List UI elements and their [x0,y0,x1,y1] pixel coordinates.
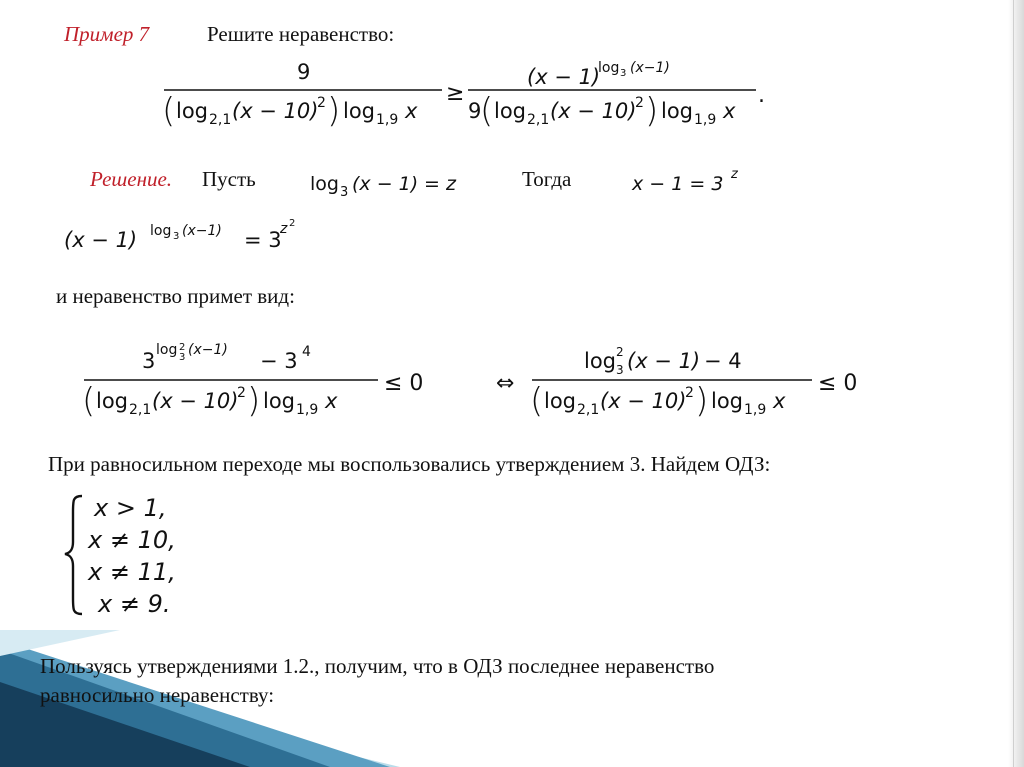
rhs-coef: 9 [468,99,482,123]
rhs-exp-arg: (x−1) [630,60,670,76]
rhs-exp-base: 3 [620,68,627,79]
paren-close-9: ) [695,381,709,421]
num2-minus: − 4 [704,349,742,373]
x-var: x [405,99,418,123]
expr-9: (x − 10) [600,389,687,413]
exp-log-6: log [150,223,172,239]
odz-line-1: x > 1, [94,494,167,522]
lhs-numerator: 9 [297,60,311,84]
example-label: Пример 7 [64,22,150,46]
paren-close: ) [327,91,341,131]
num2-log: log [584,349,617,373]
slide-right-edge-line [1013,0,1014,767]
num-base: 3 [142,349,156,373]
square-7: 2 [237,385,246,401]
eq2-lhs: x − 1 = 3 [632,173,724,195]
solution-label: Решение. [90,167,173,191]
eq3-exp-sup: 2 [289,218,296,229]
paren-open-7: ( [82,381,96,421]
paren-close-2: ) [645,91,659,131]
square-2: 2 [635,95,644,111]
paren-open-9: ( [530,381,544,421]
eq3-exp: z [280,221,288,237]
odz-system [64,490,204,620]
rhs-base: (x − 1) [527,65,601,89]
expr-2: (x − 10) [550,99,637,123]
log-word-2: log [343,99,376,123]
num2-base: 3 [616,363,624,377]
transformed-ineq-1 [82,338,442,428]
log-word: log [176,99,209,123]
problem-inequality [150,60,790,140]
log-base-10: 1,9 [744,402,767,418]
log-base-2: 1,9 [376,112,399,128]
task-text: Решите неравенство: [207,22,395,46]
num-pow: 4 [302,344,311,360]
let-text: Пусть [202,167,256,191]
trailing-dot: . [758,83,765,108]
square: 2 [317,95,326,111]
x-var-2: x [723,99,736,123]
log-base-4: 1,9 [694,112,717,128]
rhs-exp-log: log [598,60,620,76]
substitution-eq [310,166,510,202]
num-exp-sq: 2 [179,342,186,353]
leq-zero-2: ≤ 0 [818,371,858,396]
num-exp-arg: (x−1) [188,342,228,358]
then-text: Тогда [522,167,572,191]
base-6: (x − 1) [64,228,138,252]
transition-text: При равносильном переходе мы воспользовались утверждением 3. Найдем ОДЗ: [48,452,771,476]
equiv-sign: ⇔ [496,371,515,396]
eq3-rhs: = 3 [244,228,282,252]
log-word-9: log [544,389,577,413]
log-base-3: 2,1 [527,112,550,128]
ineq-form-text: и неравенство примет вид: [56,284,295,308]
transformed-ineq-2 [496,338,876,428]
paren-open: ( [162,91,176,131]
odz-line-2: x ≠ 10, [88,526,176,554]
eq2-exp: z [731,167,738,182]
eq1-rhs: = z [424,173,456,195]
leq-zero-1: ≤ 0 [384,371,424,396]
log-word-4: log [661,99,694,123]
x-var-8: x [325,389,338,413]
log-word-5: log [310,173,339,195]
slide-right-edge [1008,0,1024,767]
power-eq [64,217,344,257]
odz-brace [65,496,82,614]
log-word-8: log [263,389,296,413]
expr: (x − 10) [232,99,319,123]
log-base-5: 3 [340,185,349,200]
odz-line-3: x ≠ 11, [88,558,176,586]
arg-5: (x − 1) [352,173,419,195]
num-minus: − 3 [260,349,298,373]
log-base-9: 2,1 [577,402,600,418]
paren-close-7: ) [247,381,261,421]
paren-open-2: ( [480,91,494,131]
log-base: 2,1 [209,112,232,128]
geq-sign: ≥ [446,81,465,106]
num2-sq: 2 [616,345,624,359]
exp-base-6: 3 [173,231,180,242]
log-word-7: log [96,389,129,413]
log-word-3: log [494,99,527,123]
x-var-10: x [773,389,786,413]
conclusion-line-1: Пользуясь утверждениями 1.2., получим, что в ОДЗ последнее неравенство [40,654,715,678]
log-base-7: 2,1 [129,402,152,418]
num2-arg: (x − 1) [627,349,701,373]
num-exp-log: log [156,342,178,358]
exponent-eq [632,166,762,202]
log-word-10: log [711,389,744,413]
conclusion-line-2: равносильно неравенству: [40,683,275,707]
expr-7: (x − 10) [152,389,239,413]
log-base-8: 1,9 [296,402,319,418]
num-exp-base: 3 [179,352,186,363]
square-9: 2 [685,385,694,401]
exp-arg-6: (x−1) [182,223,222,239]
odz-line-4: x ≠ 9. [98,590,171,618]
